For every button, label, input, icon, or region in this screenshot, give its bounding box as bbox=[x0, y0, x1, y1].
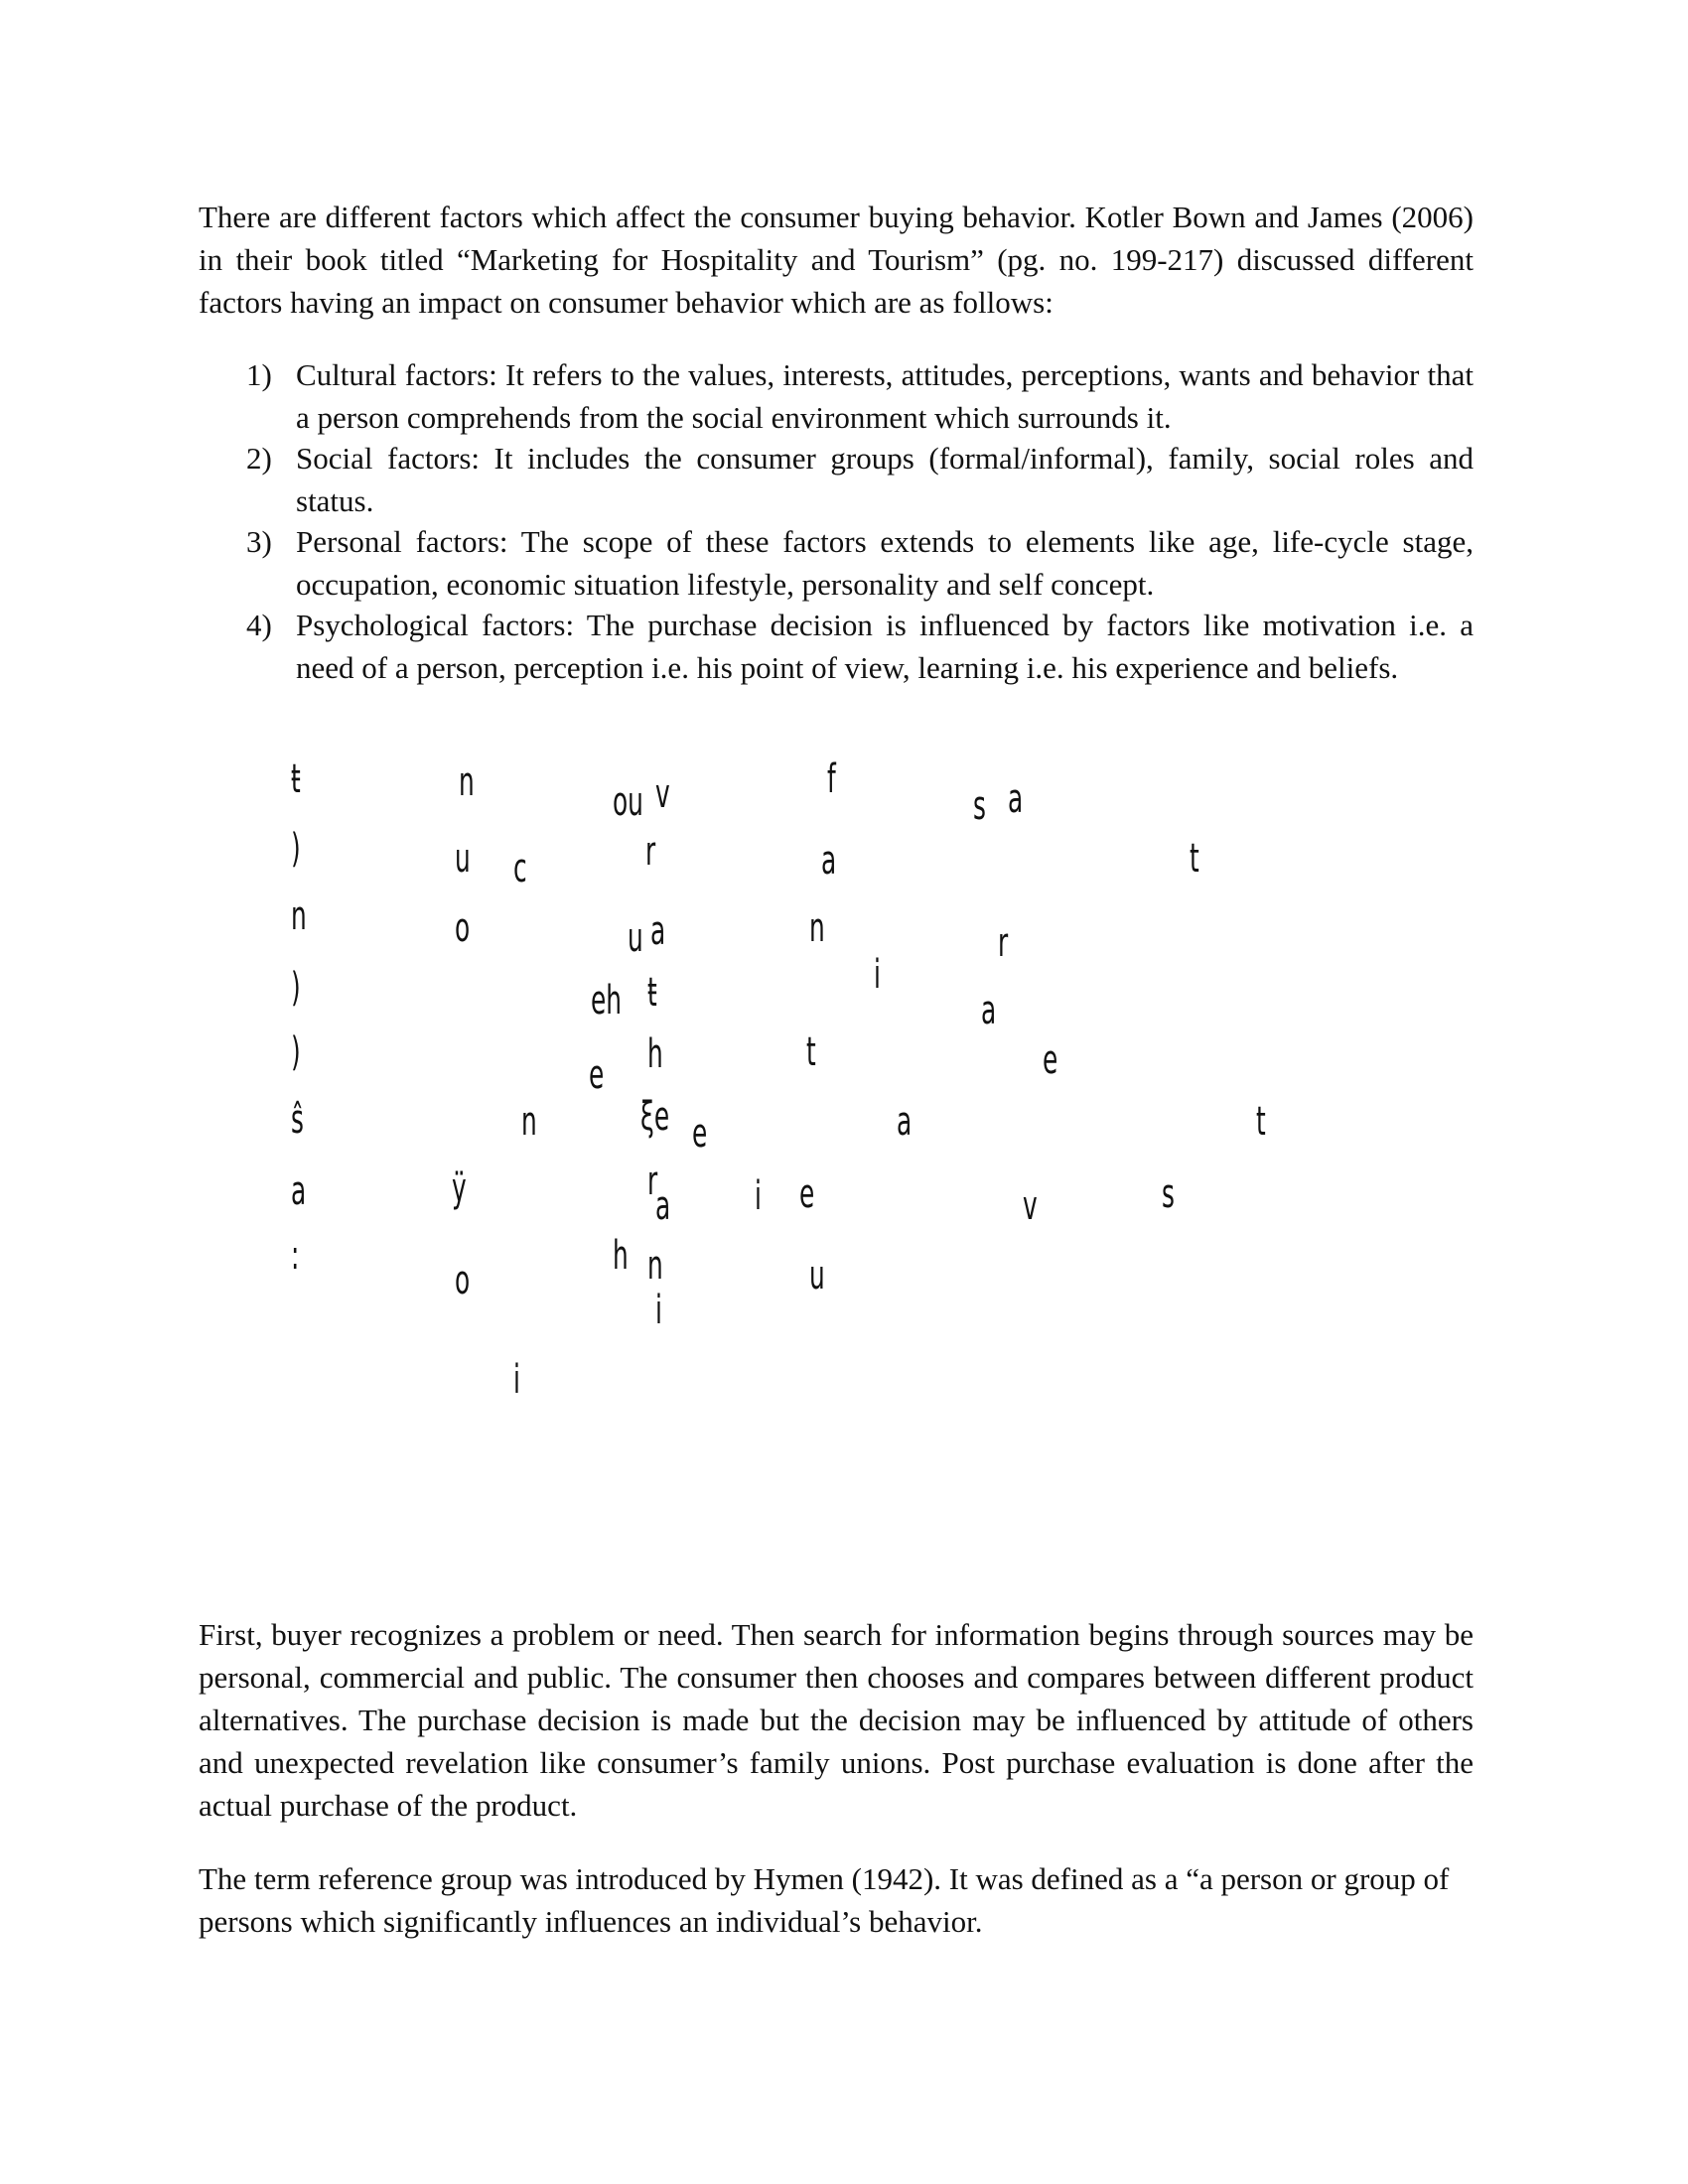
list-number: 1) bbox=[246, 357, 272, 392]
scattered-glyph: ŧ bbox=[291, 756, 301, 802]
list-number: 3) bbox=[246, 524, 272, 559]
list-item-text: Psychological factors: The purchase decision is influenced by factors like motivation i.e. a need of a person, perception i.e. his point of view, learning i.e. his experience and beliefs. bbox=[296, 608, 1474, 685]
scattered-glyph: n bbox=[647, 1243, 663, 1289]
scattered-glyph: ŧ bbox=[647, 970, 657, 1016]
list-item-text: Cultural factors: It refers to the values, interests, attitudes, perceptions, wants and behavior that a person comprehends from the social environment which surrounds it. bbox=[296, 357, 1474, 435]
scattered-glyph: ŝ bbox=[291, 1097, 304, 1143]
list-item bbox=[246, 604, 1474, 689]
reference-paragraph: The term reference group was introduced by Hymen (1942). It was defined as a “a person or group of persons which significantly influences an individual’s behavior. bbox=[199, 1861, 1450, 1939]
scattered-glyph: e bbox=[799, 1171, 815, 1217]
scattered-glyph: t bbox=[1256, 1099, 1266, 1145]
scattered-glyph: n bbox=[291, 893, 307, 939]
scattered-glyph: o bbox=[455, 905, 471, 951]
scattered-glyph: i bbox=[874, 952, 881, 998]
list-item-text: Personal factors: The scope of these factors extends to elements like age, life-cycle stage, occupation, economic situation lifestyle, personality and self concept. bbox=[296, 524, 1474, 602]
scattered-glyph: c bbox=[513, 846, 527, 891]
scattered-glyph: u bbox=[455, 836, 471, 882]
scattered-glyph: v bbox=[1023, 1183, 1038, 1229]
list-item bbox=[246, 353, 1474, 439]
scattered-glyph: h bbox=[613, 1233, 629, 1279]
scattered-glyph: eh bbox=[591, 978, 622, 1024]
list-item bbox=[246, 437, 1474, 522]
scattered-glyph: e bbox=[589, 1052, 605, 1098]
scattered-glyph: r bbox=[998, 920, 1009, 966]
scattered-glyph: f bbox=[827, 756, 836, 802]
scattered-glyph: a bbox=[821, 838, 837, 884]
scattered-glyph: o bbox=[455, 1258, 471, 1303]
scattered-glyph: u bbox=[628, 915, 643, 961]
intro-paragraph: There are different factors which affect the consumer buying behavior. Kotler Bown and James (2006) in their book titled “Marketing for Hospitality and Tourism” (pg. no. 199-217) discussed different factors having an impact on consumer behavior which are as follows: bbox=[199, 200, 1474, 320]
factors-list bbox=[246, 353, 1474, 687]
scattered-glyph: r bbox=[647, 1159, 658, 1204]
scattered-glyph: s bbox=[1162, 1171, 1175, 1217]
scattered-glyph: h bbox=[647, 1031, 663, 1077]
list-item-text: Social factors: It includes the consumer groups (formal/informal), family, social roles and status. bbox=[296, 441, 1474, 518]
scattered-glyph: a bbox=[897, 1099, 913, 1145]
scattered-glyph: a bbox=[655, 1183, 671, 1229]
scattered-glyph: e bbox=[692, 1111, 708, 1157]
scattered-glyph: ξe bbox=[640, 1094, 670, 1140]
scattered-glyph: ) bbox=[291, 965, 301, 1011]
scattered-glyph: r bbox=[645, 829, 656, 875]
scattered-glyph: a bbox=[1008, 776, 1024, 822]
scattered-glyph: u bbox=[809, 1253, 825, 1298]
scattered-glyph: s bbox=[973, 783, 986, 829]
scattered-glyph: t bbox=[806, 1029, 816, 1075]
scattered-glyph: v bbox=[655, 771, 670, 817]
scattered-glyph: : bbox=[291, 1233, 300, 1279]
scattered-glyph: ÿ bbox=[452, 1165, 467, 1211]
scattered-glyph: n bbox=[521, 1099, 537, 1145]
scattered-glyph: n bbox=[459, 759, 475, 805]
scattered-glyph: i bbox=[513, 1357, 520, 1403]
scattered-glyph: i bbox=[755, 1173, 762, 1219]
scattered-glyph: a bbox=[981, 988, 997, 1033]
scattered-glyph: a bbox=[291, 1168, 307, 1214]
scattered-glyph: ou bbox=[613, 779, 643, 825]
scattered-glyph: t bbox=[1190, 836, 1199, 882]
scattered-glyph: n bbox=[809, 905, 825, 951]
scattered-glyph: i bbox=[655, 1288, 662, 1333]
list-item bbox=[246, 520, 1474, 606]
list-number: 2) bbox=[246, 441, 272, 476]
scattered-glyph: ) bbox=[291, 1029, 301, 1075]
scattered-glyph: ) bbox=[291, 826, 301, 872]
scattered-glyph: e bbox=[1043, 1037, 1058, 1083]
list-number: 4) bbox=[246, 608, 272, 642]
process-paragraph: First, buyer recognizes a problem or need. Then search for information begins through sources may be personal, commercial and public. The consumer then chooses and compares between different product alternatives. The purchase decision is made but the decision may be influenced by attitude of others and unexpected revelation like consumer’s family unions. Post purchase evaluation is done after the actual purchase of the product. bbox=[199, 1617, 1474, 1823]
scattered-glyph: a bbox=[650, 908, 666, 954]
